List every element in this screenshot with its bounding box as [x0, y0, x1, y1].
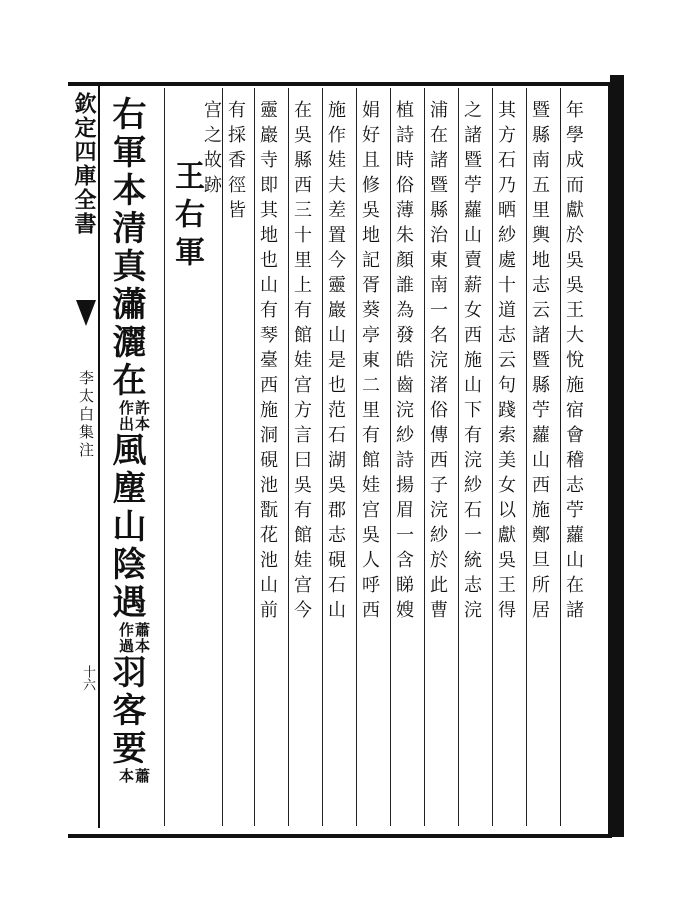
- poem-text-3: 羽客要: [106, 654, 146, 768]
- center-strip-title: 欽定四庫全書: [71, 92, 97, 236]
- text-column-12: 宫之故跡: [201, 100, 222, 200]
- text-column-10: 靈巖寺即其地也山有琴臺西施洞硯池翫花池山前: [257, 100, 278, 625]
- column-rule: [424, 88, 425, 826]
- inline-note-3: 蕭 本: [117, 768, 151, 784]
- text-column-8: 施作娃夫差置今靈巖山是也范石湖吳郡志硯石山: [325, 100, 346, 625]
- poem-text-2: 風塵山陰遇: [106, 432, 146, 622]
- book-spine-band: [610, 75, 624, 837]
- inline-note-1: 許本 作出: [117, 400, 151, 432]
- column-rule: [390, 88, 391, 826]
- fold-line: [98, 86, 100, 828]
- text-column-5: 浦在諸暨縣治東南一名浣渚俗傳西子浣紗於此曹: [427, 100, 448, 625]
- column-rule: [322, 88, 323, 826]
- column-rule: [526, 88, 527, 826]
- column-rule: [254, 88, 255, 826]
- text-column-7: 娟好且修吳地記胥葵亭東二里有館娃宫吳人呼西: [359, 100, 380, 625]
- column-rule: [222, 88, 223, 826]
- column-rule: [458, 88, 459, 826]
- text-column-6: 植詩時俗薄朱顏誰為發皓齒浣紗詩揚眉一含睇嫂: [393, 100, 414, 625]
- poem-column: [106, 96, 150, 784]
- column-rule: [288, 88, 289, 826]
- text-column-9: 在吳縣西三十里上有館娃宫方言曰吳有館娃宫今: [291, 100, 312, 625]
- page-number: 十六: [80, 665, 95, 691]
- poem-text-1: 右軍本清真瀟灑在: [106, 96, 146, 400]
- inline-note-2: 蕭本 作過: [117, 622, 151, 654]
- fish-tail-mark: [76, 300, 96, 326]
- center-strip-book-title: 李太白集注: [77, 370, 95, 460]
- column-rule: [560, 88, 561, 826]
- section-heading: 王右軍: [169, 160, 204, 274]
- text-column-3: 其方石乃晒紗處十道志云句踐索美女以獻吳王得: [495, 100, 516, 625]
- text-column-11: 有採香徑皆: [225, 100, 246, 225]
- column-rule: [356, 88, 357, 826]
- text-column-2: 暨縣南五里輿地志云諸暨縣苧蘿山西施鄭旦所居: [529, 100, 550, 625]
- column-rule: [492, 88, 493, 826]
- column-rule: [164, 88, 165, 826]
- text-column-1: 年學成而獻於吳吳王大悅施宿會稽志苧蘿山在諸: [563, 100, 584, 625]
- text-column-4: 之諸暨苧蘿山賣薪女西施山下有浣紗石一統志浣: [461, 100, 482, 625]
